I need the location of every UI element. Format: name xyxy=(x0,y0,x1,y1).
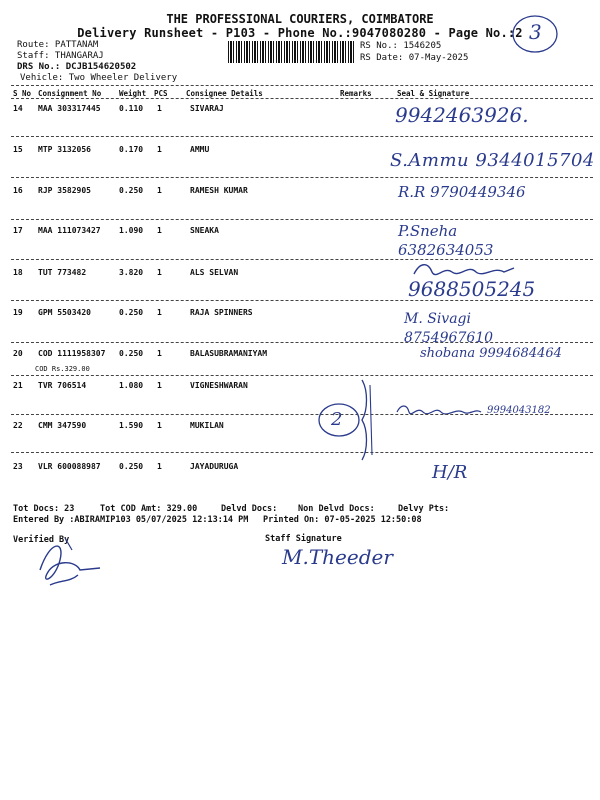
row-consignee: AMMU xyxy=(190,145,210,154)
vehicle-label: Vehicle: Two Wheeler Delivery xyxy=(20,73,178,83)
runsheet-subtitle: Delivery Runsheet - P103 - Phone No.:9047080280 - Page No.:2 xyxy=(77,26,523,40)
row-sno: 19 xyxy=(13,308,23,317)
row-divider xyxy=(11,136,593,137)
row-consignee: MUKILAN xyxy=(190,421,224,430)
row-divider xyxy=(11,414,593,415)
row-weight: 0.250 xyxy=(119,308,144,317)
row-consignee: SNEAKA xyxy=(190,226,219,235)
rs-date: RS Date: 07-May-2025 xyxy=(360,53,469,63)
row-divider xyxy=(11,452,593,453)
row-sno: 23 xyxy=(13,462,23,471)
row-signature: M. Sivagi 8754967610 xyxy=(404,311,494,346)
row-consignment: MAA 303317445 xyxy=(38,104,101,113)
bracket-mark xyxy=(312,375,382,465)
verifier-signature-scribble xyxy=(30,530,110,590)
row-divider xyxy=(11,342,593,343)
row-weight: 0.110 xyxy=(119,104,144,113)
row-consignment: TUT 773482 xyxy=(38,268,87,277)
row-sno: 18 xyxy=(13,268,23,277)
row-consignment: COD 1111958307 xyxy=(38,349,106,358)
row-weight: 0.250 xyxy=(119,462,144,471)
route-label: Route: PATTANAM xyxy=(17,40,99,50)
row-weight: 3.820 xyxy=(119,268,144,277)
rs-number: RS No.: 1546205 xyxy=(360,41,442,51)
drs-number: DRS No.: DCJB154620502 xyxy=(17,62,137,72)
row-consignee: RAMESH KUMAR xyxy=(190,186,248,195)
row-consignee: VIGNESHWARAN xyxy=(190,381,248,390)
row-sno: 20 xyxy=(13,349,23,358)
row-weight: 0.250 xyxy=(119,349,144,358)
row-pcs: 1 xyxy=(157,308,162,317)
row-signature: 9688505245 xyxy=(408,277,536,301)
row-signature: 9994043182 xyxy=(487,405,551,416)
row-consignee: SIVARAJ xyxy=(190,104,224,113)
row-signature: H/R xyxy=(432,462,468,483)
row-pcs: 1 xyxy=(157,186,162,195)
staff-label: Staff: THANGARAJ xyxy=(17,51,104,61)
row-consignment: VLR 600088987 xyxy=(38,462,101,471)
row-consignment: GPM 5503420 xyxy=(38,308,91,317)
row-weight: 1.080 xyxy=(119,381,144,390)
header-bottom-line xyxy=(11,98,593,99)
col-seal: Seal & Signature xyxy=(397,89,470,98)
col-remarks: Remarks xyxy=(340,89,372,98)
tamil-scribble xyxy=(410,260,520,282)
company-title: THE PROFESSIONAL COURIERS, COIMBATORE xyxy=(166,12,434,26)
row-divider xyxy=(11,300,593,301)
page-stamp-number: 3 xyxy=(529,20,542,44)
row-pcs: 1 xyxy=(157,462,162,471)
row-pcs: 1 xyxy=(157,381,162,390)
row-divider xyxy=(11,375,593,376)
row-pcs: 1 xyxy=(157,226,162,235)
row-pcs: 1 xyxy=(157,349,162,358)
row-consignment: MAA 111073427 xyxy=(38,226,101,235)
row-weight: 1.090 xyxy=(119,226,144,235)
row-signature: 9942463926. xyxy=(395,103,529,127)
printed-on: Printed On: 07-05-2025 12:50:08 xyxy=(263,515,422,525)
total-cod: Tot COD Amt: 329.00 xyxy=(100,504,198,514)
row-consignee: JAYADURUGA xyxy=(190,462,239,471)
staff-signature-label: Staff Signature xyxy=(265,534,342,544)
delivered-docs: Delvd Docs: xyxy=(221,504,278,514)
row-consignee: BALASUBRAMANIYAM xyxy=(190,349,268,358)
col-consignment: Consignment No xyxy=(38,89,102,98)
row-sno: 21 xyxy=(13,381,23,390)
row-sno: 16 xyxy=(13,186,23,195)
row-weight: 1.590 xyxy=(119,421,144,430)
row-signature: R.R 9790449346 xyxy=(398,183,526,201)
col-sno: S No xyxy=(13,89,32,98)
delivery-points: Delvy Pts: xyxy=(398,504,450,514)
row-sno: 15 xyxy=(13,145,23,154)
bracket-number: 2 xyxy=(331,409,343,430)
non-delivered-docs: Non Delvd Docs: xyxy=(298,504,375,514)
row-consignment: MTP 3132056 xyxy=(38,145,91,154)
table-top-line xyxy=(11,85,593,86)
row-weight: 0.250 xyxy=(119,186,144,195)
row-signature: S.Ammu 9344015704 xyxy=(390,150,595,171)
col-consignee: Consignee Details xyxy=(186,89,263,98)
row-consignment: CMM 347590 xyxy=(38,421,87,430)
row-consignment: RJP 3582905 xyxy=(38,186,91,195)
verified-by-label: Verified By xyxy=(13,535,70,545)
staff-signature: M.Theeder xyxy=(282,545,393,569)
row-sno: 14 xyxy=(13,104,23,113)
row-pcs: 1 xyxy=(157,104,162,113)
col-pcs: PCS xyxy=(154,89,168,98)
row-divider xyxy=(11,219,593,220)
entered-by: Entered By :ABIRAMIP103 05/07/2025 12:13:14 PM xyxy=(13,515,249,525)
row-consignee: RAJA SPINNERS xyxy=(190,308,253,317)
row-pcs: 1 xyxy=(157,421,162,430)
col-weight: Weight xyxy=(119,89,147,98)
row-signature: shobana 9994684464 xyxy=(420,346,562,361)
row-pcs: 1 xyxy=(157,145,162,154)
row-sno: 22 xyxy=(13,421,23,430)
cod-amount: COD Rs.329.00 xyxy=(35,365,90,373)
tamil-scribble xyxy=(395,402,485,420)
barcode xyxy=(228,41,355,63)
row-divider xyxy=(11,177,593,178)
row-weight: 0.170 xyxy=(119,145,144,154)
row-sno: 17 xyxy=(13,226,23,235)
row-pcs: 1 xyxy=(157,268,162,277)
row-signature: P.Sneha 6382634053 xyxy=(398,222,494,259)
row-consignment: TVR 706514 xyxy=(38,381,87,390)
total-docs: Tot Docs: 23 xyxy=(13,504,75,514)
row-consignee: ALS SELVAN xyxy=(190,268,239,277)
